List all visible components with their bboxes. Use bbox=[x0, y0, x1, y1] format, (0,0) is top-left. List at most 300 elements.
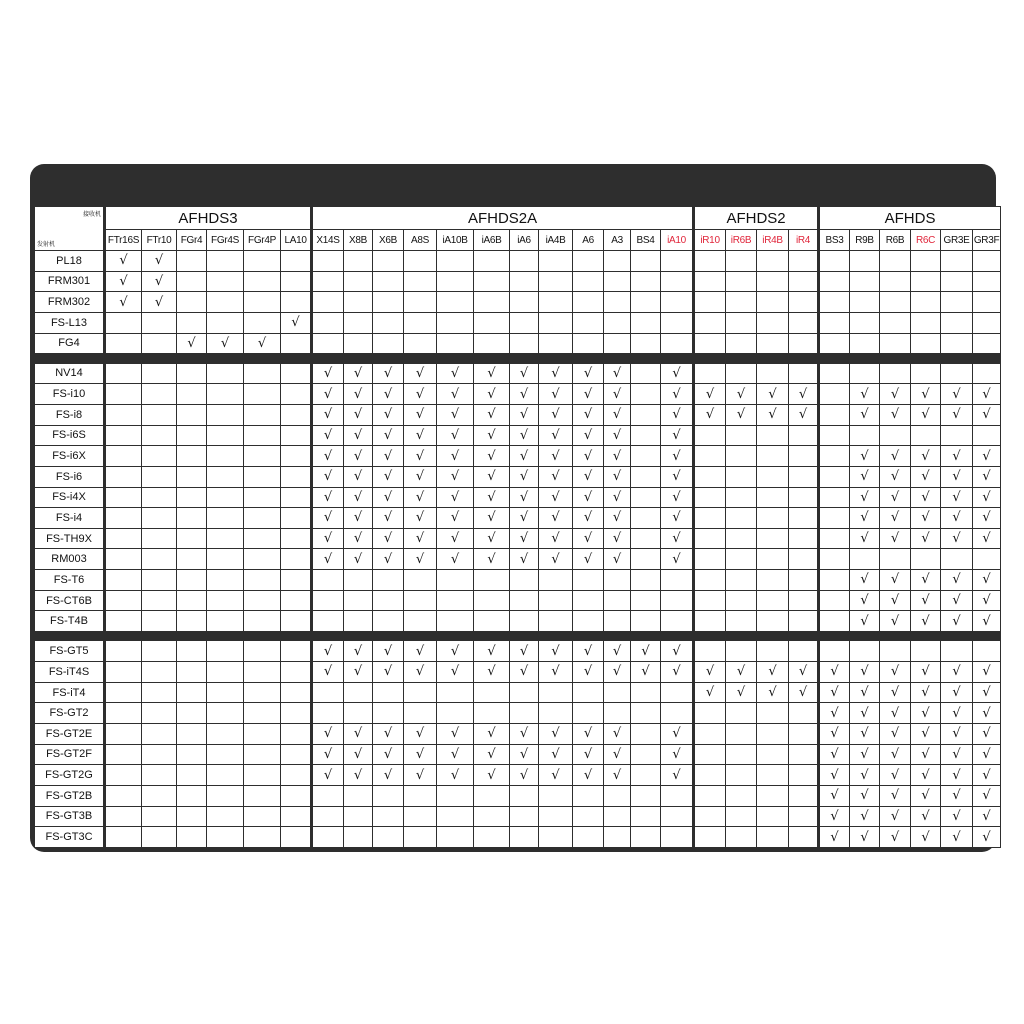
check-mark: √ bbox=[850, 404, 880, 425]
receiver-column-header: BS4 bbox=[631, 230, 661, 251]
empty-cell bbox=[726, 827, 757, 848]
check-mark: √ bbox=[344, 508, 373, 529]
check-mark: √ bbox=[539, 765, 573, 786]
empty-cell bbox=[312, 570, 344, 591]
empty-cell bbox=[880, 425, 911, 446]
check-mark: √ bbox=[437, 724, 474, 745]
empty-cell bbox=[207, 806, 244, 827]
empty-cell bbox=[244, 641, 281, 662]
empty-cell bbox=[757, 549, 789, 570]
empty-cell bbox=[819, 487, 850, 508]
check-mark: √ bbox=[344, 466, 373, 487]
check-mark: √ bbox=[604, 466, 631, 487]
empty-cell bbox=[694, 487, 726, 508]
empty-cell bbox=[404, 703, 437, 724]
empty-cell bbox=[207, 251, 244, 272]
empty-cell bbox=[105, 744, 142, 765]
table-row bbox=[35, 487, 1001, 508]
empty-cell bbox=[694, 806, 726, 827]
empty-cell bbox=[404, 611, 437, 632]
check-mark: √ bbox=[344, 384, 373, 405]
check-mark: √ bbox=[757, 384, 789, 405]
empty-cell bbox=[207, 292, 244, 313]
receiver-column-header: X14S bbox=[312, 230, 344, 251]
empty-cell bbox=[142, 466, 177, 487]
check-mark: √ bbox=[404, 641, 437, 662]
check-mark: √ bbox=[819, 744, 850, 765]
empty-cell bbox=[941, 425, 973, 446]
empty-cell bbox=[819, 292, 850, 313]
check-mark: √ bbox=[373, 404, 404, 425]
empty-cell bbox=[789, 806, 819, 827]
empty-cell bbox=[573, 312, 604, 333]
empty-cell bbox=[880, 271, 911, 292]
check-mark: √ bbox=[880, 570, 911, 591]
transmitter-name: FS-iT4 bbox=[35, 682, 105, 703]
check-mark: √ bbox=[344, 549, 373, 570]
empty-cell bbox=[726, 724, 757, 745]
transmitter-name: FS-iT4S bbox=[35, 662, 105, 683]
check-mark: √ bbox=[973, 744, 1001, 765]
empty-cell bbox=[142, 806, 177, 827]
check-mark: √ bbox=[911, 446, 941, 467]
empty-cell bbox=[539, 682, 573, 703]
empty-cell bbox=[207, 384, 244, 405]
empty-cell bbox=[757, 251, 789, 272]
empty-cell bbox=[373, 703, 404, 724]
check-mark: √ bbox=[539, 466, 573, 487]
check-mark: √ bbox=[911, 466, 941, 487]
empty-cell bbox=[105, 703, 142, 724]
empty-cell bbox=[177, 292, 207, 313]
check-mark: √ bbox=[694, 682, 726, 703]
protocol-group-header: AFHDS2A bbox=[312, 207, 694, 230]
table-row bbox=[35, 703, 1001, 724]
empty-cell bbox=[757, 528, 789, 549]
empty-cell bbox=[726, 251, 757, 272]
empty-cell bbox=[573, 333, 604, 354]
empty-cell bbox=[177, 487, 207, 508]
empty-cell bbox=[880, 363, 911, 384]
check-mark: √ bbox=[726, 384, 757, 405]
check-mark: √ bbox=[344, 744, 373, 765]
check-mark: √ bbox=[510, 487, 539, 508]
check-mark: √ bbox=[661, 466, 694, 487]
empty-cell bbox=[973, 549, 1001, 570]
transmitter-name: PL18 bbox=[35, 251, 105, 272]
check-mark: √ bbox=[757, 662, 789, 683]
empty-cell bbox=[757, 765, 789, 786]
check-mark: √ bbox=[880, 724, 911, 745]
empty-cell bbox=[631, 806, 661, 827]
check-mark: √ bbox=[510, 549, 539, 570]
empty-cell bbox=[631, 827, 661, 848]
check-mark: √ bbox=[510, 384, 539, 405]
empty-cell bbox=[789, 425, 819, 446]
transmitter-name: FS-GT2G bbox=[35, 765, 105, 786]
check-mark: √ bbox=[404, 724, 437, 745]
empty-cell bbox=[911, 641, 941, 662]
empty-cell bbox=[177, 682, 207, 703]
empty-cell bbox=[344, 271, 373, 292]
empty-cell bbox=[142, 724, 177, 745]
empty-cell bbox=[281, 528, 312, 549]
empty-cell bbox=[244, 549, 281, 570]
empty-cell bbox=[819, 384, 850, 405]
empty-cell bbox=[510, 333, 539, 354]
empty-cell bbox=[850, 425, 880, 446]
transmitter-name: FS-i4 bbox=[35, 508, 105, 529]
empty-cell bbox=[911, 549, 941, 570]
check-mark: √ bbox=[373, 724, 404, 745]
empty-cell bbox=[573, 251, 604, 272]
empty-cell bbox=[539, 806, 573, 827]
check-mark: √ bbox=[510, 446, 539, 467]
empty-cell bbox=[437, 806, 474, 827]
empty-cell bbox=[105, 662, 142, 683]
check-mark: √ bbox=[573, 724, 604, 745]
check-mark: √ bbox=[312, 446, 344, 467]
empty-cell bbox=[726, 570, 757, 591]
check-mark: √ bbox=[510, 724, 539, 745]
check-mark: √ bbox=[819, 827, 850, 848]
empty-cell bbox=[373, 611, 404, 632]
check-mark: √ bbox=[661, 765, 694, 786]
check-mark: √ bbox=[539, 724, 573, 745]
empty-cell bbox=[177, 312, 207, 333]
check-mark: √ bbox=[604, 744, 631, 765]
empty-cell bbox=[404, 806, 437, 827]
transmitter-name: FS-i4X bbox=[35, 487, 105, 508]
empty-cell bbox=[573, 590, 604, 611]
check-mark: √ bbox=[911, 508, 941, 529]
empty-cell bbox=[437, 312, 474, 333]
empty-cell bbox=[757, 363, 789, 384]
section-divider bbox=[35, 632, 1001, 641]
empty-cell bbox=[661, 703, 694, 724]
empty-cell bbox=[437, 682, 474, 703]
empty-cell bbox=[474, 292, 510, 313]
empty-cell bbox=[244, 765, 281, 786]
check-mark: √ bbox=[911, 570, 941, 591]
empty-cell bbox=[244, 446, 281, 467]
table-row bbox=[35, 806, 1001, 827]
receiver-column-header: R6C bbox=[911, 230, 941, 251]
empty-cell bbox=[661, 312, 694, 333]
check-mark: √ bbox=[105, 292, 142, 313]
check-mark: √ bbox=[850, 528, 880, 549]
check-mark: √ bbox=[142, 292, 177, 313]
corner-cell bbox=[35, 207, 105, 251]
check-mark: √ bbox=[973, 806, 1001, 827]
empty-cell bbox=[757, 425, 789, 446]
empty-cell bbox=[631, 703, 661, 724]
check-mark: √ bbox=[344, 425, 373, 446]
empty-cell bbox=[177, 528, 207, 549]
section-divider bbox=[35, 354, 1001, 363]
protocol-group-header: AFHDS bbox=[819, 207, 1001, 230]
empty-cell bbox=[281, 487, 312, 508]
check-mark: √ bbox=[941, 827, 973, 848]
empty-cell bbox=[281, 641, 312, 662]
empty-cell bbox=[850, 312, 880, 333]
check-mark: √ bbox=[850, 662, 880, 683]
empty-cell bbox=[510, 611, 539, 632]
empty-cell bbox=[437, 570, 474, 591]
empty-cell bbox=[819, 549, 850, 570]
check-mark: √ bbox=[344, 724, 373, 745]
empty-cell bbox=[105, 549, 142, 570]
transmitter-name: FS-CT6B bbox=[35, 590, 105, 611]
check-mark: √ bbox=[604, 724, 631, 745]
empty-cell bbox=[281, 363, 312, 384]
receiver-column-header: iR4 bbox=[789, 230, 819, 251]
check-mark: √ bbox=[661, 724, 694, 745]
empty-cell bbox=[207, 487, 244, 508]
empty-cell bbox=[105, 528, 142, 549]
empty-cell bbox=[661, 570, 694, 591]
empty-cell bbox=[177, 765, 207, 786]
empty-cell bbox=[177, 384, 207, 405]
empty-cell bbox=[973, 312, 1001, 333]
empty-cell bbox=[105, 641, 142, 662]
empty-cell bbox=[694, 333, 726, 354]
empty-cell bbox=[244, 744, 281, 765]
check-mark: √ bbox=[510, 641, 539, 662]
empty-cell bbox=[474, 611, 510, 632]
empty-cell bbox=[510, 785, 539, 806]
empty-cell bbox=[694, 363, 726, 384]
empty-cell bbox=[973, 333, 1001, 354]
empty-cell bbox=[631, 744, 661, 765]
empty-cell bbox=[604, 703, 631, 724]
check-mark: √ bbox=[474, 487, 510, 508]
transmitter-name: FRM301 bbox=[35, 271, 105, 292]
check-mark: √ bbox=[573, 425, 604, 446]
check-mark: √ bbox=[973, 785, 1001, 806]
table-row bbox=[35, 827, 1001, 848]
table-row bbox=[35, 384, 1001, 405]
table-row bbox=[35, 785, 1001, 806]
empty-cell bbox=[244, 508, 281, 529]
empty-cell bbox=[244, 271, 281, 292]
empty-cell bbox=[281, 827, 312, 848]
empty-cell bbox=[474, 570, 510, 591]
empty-cell bbox=[437, 251, 474, 272]
empty-cell bbox=[661, 333, 694, 354]
empty-cell bbox=[757, 333, 789, 354]
receiver-column-header: FGr4P bbox=[244, 230, 281, 251]
empty-cell bbox=[244, 425, 281, 446]
empty-cell bbox=[344, 611, 373, 632]
receiver-column-header: R6B bbox=[880, 230, 911, 251]
empty-cell bbox=[207, 570, 244, 591]
receiver-column-header: iA6 bbox=[510, 230, 539, 251]
check-mark: √ bbox=[539, 744, 573, 765]
check-mark: √ bbox=[911, 765, 941, 786]
empty-cell bbox=[404, 682, 437, 703]
empty-cell bbox=[404, 251, 437, 272]
check-mark: √ bbox=[911, 744, 941, 765]
empty-cell bbox=[789, 785, 819, 806]
check-mark: √ bbox=[850, 806, 880, 827]
check-mark: √ bbox=[819, 765, 850, 786]
empty-cell bbox=[694, 570, 726, 591]
table-row bbox=[35, 590, 1001, 611]
empty-cell bbox=[631, 425, 661, 446]
check-mark: √ bbox=[819, 682, 850, 703]
check-mark: √ bbox=[604, 641, 631, 662]
empty-cell bbox=[437, 590, 474, 611]
check-mark: √ bbox=[973, 682, 1001, 703]
empty-cell bbox=[789, 333, 819, 354]
check-mark: √ bbox=[604, 487, 631, 508]
check-mark: √ bbox=[344, 641, 373, 662]
empty-cell bbox=[281, 404, 312, 425]
transmitter-name: FS-T4B bbox=[35, 611, 105, 632]
empty-cell bbox=[344, 292, 373, 313]
receiver-column-header: A3 bbox=[604, 230, 631, 251]
empty-cell bbox=[312, 611, 344, 632]
empty-cell bbox=[631, 333, 661, 354]
check-mark: √ bbox=[850, 466, 880, 487]
empty-cell bbox=[142, 641, 177, 662]
empty-cell bbox=[142, 703, 177, 724]
check-mark: √ bbox=[819, 724, 850, 745]
empty-cell bbox=[789, 611, 819, 632]
check-mark: √ bbox=[941, 611, 973, 632]
empty-cell bbox=[281, 425, 312, 446]
check-mark: √ bbox=[373, 508, 404, 529]
empty-cell bbox=[177, 251, 207, 272]
empty-cell bbox=[404, 827, 437, 848]
empty-cell bbox=[344, 333, 373, 354]
table-row bbox=[35, 508, 1001, 529]
empty-cell bbox=[142, 549, 177, 570]
check-mark: √ bbox=[373, 363, 404, 384]
transmitter-name: FS-GT2F bbox=[35, 744, 105, 765]
transmitter-name: FS-i6 bbox=[35, 466, 105, 487]
empty-cell bbox=[281, 292, 312, 313]
empty-cell bbox=[142, 528, 177, 549]
empty-cell bbox=[757, 487, 789, 508]
check-mark: √ bbox=[941, 384, 973, 405]
check-mark: √ bbox=[373, 662, 404, 683]
check-mark: √ bbox=[539, 549, 573, 570]
empty-cell bbox=[789, 508, 819, 529]
check-mark: √ bbox=[850, 765, 880, 786]
empty-cell bbox=[510, 682, 539, 703]
empty-cell bbox=[757, 703, 789, 724]
transmitter-name: FS-GT2E bbox=[35, 724, 105, 745]
check-mark: √ bbox=[373, 549, 404, 570]
empty-cell bbox=[207, 528, 244, 549]
check-mark: √ bbox=[344, 662, 373, 683]
empty-cell bbox=[404, 333, 437, 354]
empty-cell bbox=[604, 333, 631, 354]
check-mark: √ bbox=[573, 363, 604, 384]
empty-cell bbox=[281, 271, 312, 292]
receiver-column-header: iA10 bbox=[661, 230, 694, 251]
empty-cell bbox=[661, 292, 694, 313]
empty-cell bbox=[244, 570, 281, 591]
empty-cell bbox=[207, 404, 244, 425]
empty-cell bbox=[604, 570, 631, 591]
check-mark: √ bbox=[105, 251, 142, 272]
check-mark: √ bbox=[312, 466, 344, 487]
check-mark: √ bbox=[437, 404, 474, 425]
check-mark: √ bbox=[631, 641, 661, 662]
check-mark: √ bbox=[312, 425, 344, 446]
empty-cell bbox=[281, 384, 312, 405]
check-mark: √ bbox=[661, 425, 694, 446]
empty-cell bbox=[312, 292, 344, 313]
check-mark: √ bbox=[539, 363, 573, 384]
empty-cell bbox=[819, 466, 850, 487]
transmitter-label: 发射机 bbox=[37, 242, 56, 248]
empty-cell bbox=[631, 682, 661, 703]
check-mark: √ bbox=[661, 641, 694, 662]
empty-cell bbox=[604, 312, 631, 333]
check-mark: √ bbox=[344, 404, 373, 425]
check-mark: √ bbox=[973, 724, 1001, 745]
check-mark: √ bbox=[573, 549, 604, 570]
empty-cell bbox=[819, 251, 850, 272]
empty-cell bbox=[312, 806, 344, 827]
empty-cell bbox=[437, 785, 474, 806]
check-mark: √ bbox=[573, 487, 604, 508]
check-mark: √ bbox=[404, 508, 437, 529]
empty-cell bbox=[177, 724, 207, 745]
check-mark: √ bbox=[941, 785, 973, 806]
check-mark: √ bbox=[404, 425, 437, 446]
empty-cell bbox=[312, 271, 344, 292]
check-mark: √ bbox=[344, 446, 373, 467]
check-mark: √ bbox=[344, 487, 373, 508]
empty-cell bbox=[177, 466, 207, 487]
empty-cell bbox=[819, 271, 850, 292]
check-mark: √ bbox=[437, 384, 474, 405]
check-mark: √ bbox=[474, 508, 510, 529]
check-mark: √ bbox=[941, 487, 973, 508]
check-mark: √ bbox=[819, 662, 850, 683]
empty-cell bbox=[880, 333, 911, 354]
check-mark: √ bbox=[850, 703, 880, 724]
empty-cell bbox=[757, 785, 789, 806]
empty-cell bbox=[244, 827, 281, 848]
check-mark: √ bbox=[880, 384, 911, 405]
empty-cell bbox=[142, 487, 177, 508]
empty-cell bbox=[142, 384, 177, 405]
empty-cell bbox=[510, 590, 539, 611]
empty-cell bbox=[604, 785, 631, 806]
check-mark: √ bbox=[373, 487, 404, 508]
check-mark: √ bbox=[573, 404, 604, 425]
check-mark: √ bbox=[404, 466, 437, 487]
empty-cell bbox=[105, 785, 142, 806]
check-mark: √ bbox=[911, 590, 941, 611]
check-mark: √ bbox=[941, 703, 973, 724]
check-mark: √ bbox=[726, 404, 757, 425]
check-mark: √ bbox=[604, 363, 631, 384]
empty-cell bbox=[694, 703, 726, 724]
empty-cell bbox=[757, 466, 789, 487]
empty-cell bbox=[105, 425, 142, 446]
check-mark: √ bbox=[573, 662, 604, 683]
empty-cell bbox=[437, 827, 474, 848]
empty-cell bbox=[539, 251, 573, 272]
receiver-column-header: FTr10 bbox=[142, 230, 177, 251]
